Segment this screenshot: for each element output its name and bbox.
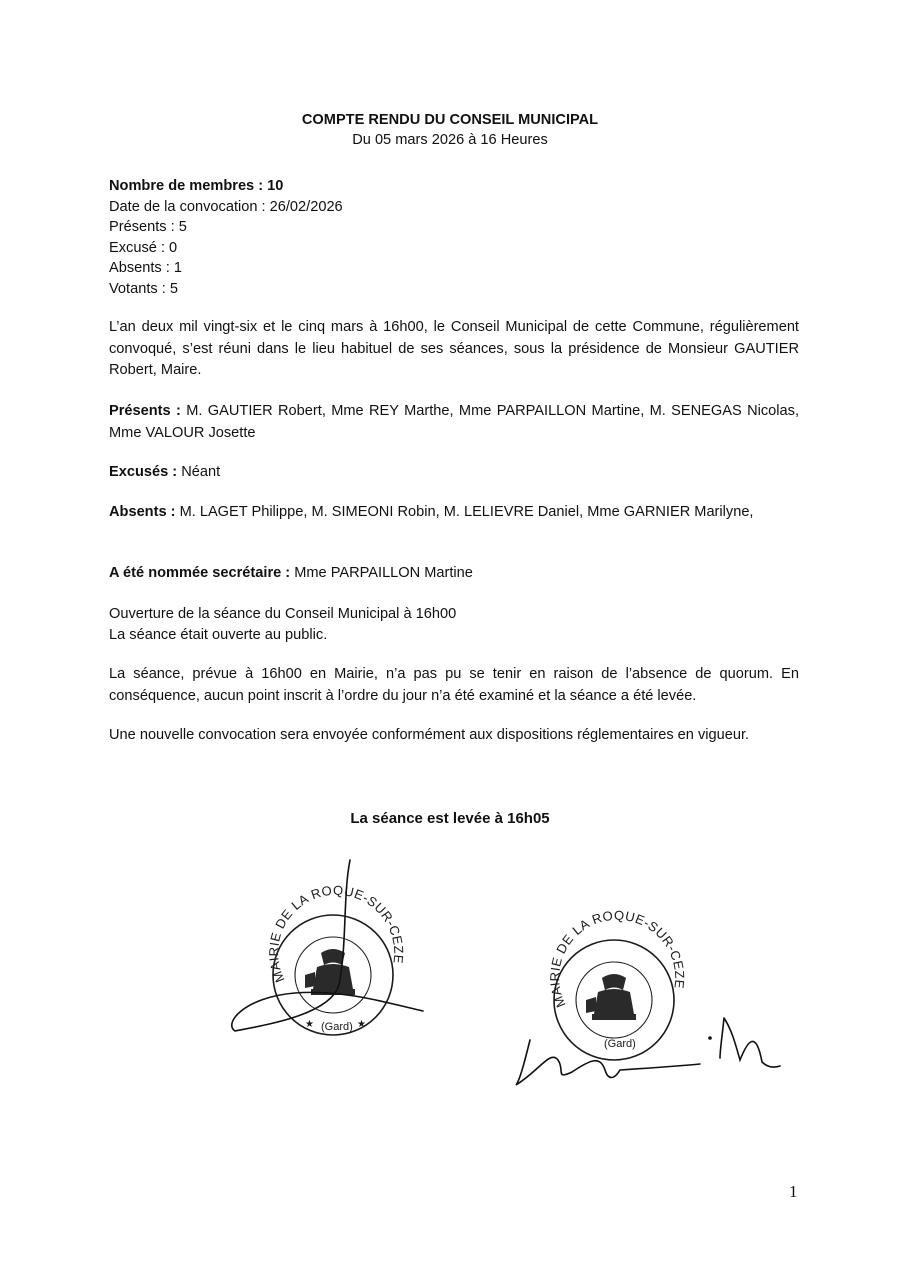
mayor-seal-stamp — [225, 855, 435, 1045]
svg-text:★: ★ — [357, 1019, 366, 1030]
quorum-paragraph: La séance, prévue à 16h00 en Mairie, n’a pas pu se tenir en raison de l’absence de quorum. En conséquence, aucun point inscrit à l’ordre du jour n’a été examiné et la séance a été levée. — [109, 666, 799, 704]
presents-label: Présents : — [109, 403, 181, 419]
excuse-count: Excusé : 0 — [109, 239, 178, 256]
excuses-value: Néant — [181, 464, 221, 480]
excuses-paragraph — [109, 462, 799, 483]
members-count: Nombre de membres : 10 — [109, 178, 284, 194]
convocation-date: Date de la convocation : 26/02/2026 — [109, 198, 343, 215]
secretary-label: A été nommée secrétaire : — [109, 565, 291, 581]
votants-count: Votants : 5 — [109, 280, 178, 297]
secretary-name: Mme PARPAILLON Martine — [294, 565, 473, 581]
summary-block — [109, 176, 799, 299]
svg-text:MAIRIE DE LA ROQUE-SUR-CEZE: MAIRIE DE LA ROQUE-SUR-CEZE — [547, 907, 688, 1010]
excuses-label: Excusés : — [109, 464, 178, 480]
document-title: COMPTE RENDU DU CONSEIL MUNICIPAL — [301, 112, 599, 128]
absents-names: M. LAGET Philippe, M. SIMEONI Robin, M. LELIEVRE Daniel, Mme GARNIER Marilyne, — [179, 504, 754, 520]
svg-text:MAIRIE DE LA ROQUE-SUR-CEZE: MAIRIE DE LA ROQUE-SUR-CEZE — [266, 882, 407, 985]
opening-line: Ouverture de la séance du Conseil Municipal à 16h00 — [109, 606, 457, 622]
document-date: Du 05 mars 2026 à 16 Heures — [352, 132, 548, 148]
opening-paragraph — [109, 604, 799, 645]
svg-text:★: ★ — [305, 1019, 314, 1030]
absents-count: Absents : 1 — [109, 260, 183, 276]
absents-paragraph — [109, 502, 799, 523]
public-line: La séance était ouverte au public. — [109, 626, 328, 643]
presents-names: M. GAUTIER Robert, Mme REY Marthe, Mme PARPAILLON Martine, M. SENEGAS Nicolas, Mme VALOUR Josette — [109, 403, 799, 441]
page-number: 1 — [789, 1182, 798, 1201]
closing-statement: La séance est levée à 16h05 — [350, 810, 550, 827]
convocation-note: Une nouvelle convocation sera envoyée conformément aux dispositions réglementaires en vigueur. — [109, 727, 750, 743]
secretary-seal-stamp — [510, 907, 790, 1095]
presents-count: Présents : 5 — [109, 219, 187, 235]
presents-paragraph — [109, 400, 799, 444]
svg-text:(Gard): (Gard) — [321, 1021, 353, 1033]
absents-label: Absents : — [109, 504, 176, 520]
svg-text:(Gard): (Gard) — [604, 1038, 636, 1050]
intro-paragraph: L’an deux mil vingt-six et le cinq mars à 16h00, le Conseil Municipal de cette Commune, régulièrement convoqué, s’est réuni dans le lieu habituel de ses séances, sous la présidence de Monsieur GAUTIER Robert, Maire. — [109, 319, 799, 378]
secretary-paragraph — [109, 563, 799, 584]
